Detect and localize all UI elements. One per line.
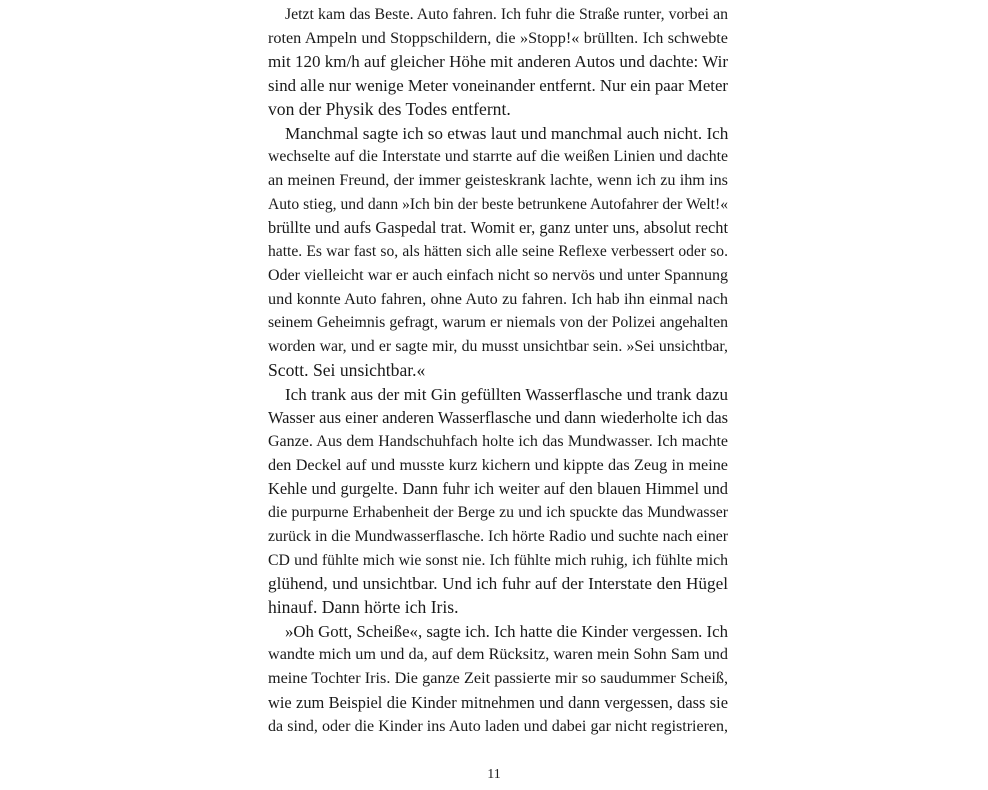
paragraph-3 bbox=[268, 383, 728, 620]
text-line: seinem Geheimnis gefragt, warum er niemals von der Polizei angehalten bbox=[268, 314, 728, 332]
paragraph-1 bbox=[268, 3, 728, 122]
text-line: Ganze. Aus dem Handschuhfach holte ich das Mundwasser. Ich machte bbox=[268, 432, 728, 450]
text-line: wie zum Beispiel die Kinder mitnehmen und dann vergessen, dass sie bbox=[268, 692, 728, 712]
text-line: Auto stieg, und dann »Ich bin der beste betrunkene Autofahrer der Welt!« bbox=[268, 195, 728, 213]
paragraph-2 bbox=[268, 122, 728, 383]
text-line: Manchmal sagte ich so etwas laut und manchmal auch nicht. Ich bbox=[285, 123, 729, 143]
text-line: von der Physik des Todes entfernt. bbox=[268, 98, 511, 119]
text-line: Jetzt kam das Beste. Auto fahren. Ich fuhr die Straße runter, vorbei an bbox=[285, 6, 728, 23]
text-line: »Oh Gott, Scheiße«, sagte ich. Ich hatte die Kinder vergessen. Ich bbox=[285, 621, 728, 641]
paragraph-4 bbox=[268, 620, 728, 739]
page-number: 11 bbox=[487, 767, 501, 782]
text-line: die purpurne Erhabenheit der Berge zu und ich spuckte das Mundwasser bbox=[268, 504, 728, 522]
text-line: sind alle nur wenige Meter voneinander entfernt. Nur ein paar Meter bbox=[268, 76, 728, 96]
text-line: da sind, oder die Kinder ins Auto laden und dabei gar nicht registrieren, bbox=[268, 717, 728, 735]
text-line: und konnte Auto fahren, ohne Auto zu fahren. Ich hab ihn einmal nach bbox=[268, 289, 728, 308]
body-text bbox=[268, 3, 728, 738]
text-line: CD und fühlte mich wie sonst nie. Ich fühlte mich ruhig, ich fühlte mich bbox=[268, 551, 728, 569]
text-line: hatte. Es war fast so, als hätten sich alle seine Reflexe verbessert oder so. bbox=[268, 243, 728, 261]
text-line: mit 120 km/h auf gleicher Höhe mit anderen Autos und dachte: Wir bbox=[268, 52, 728, 72]
text-line: zurück in die Mundwasserflasche. Ich hörte Radio und suchte nach einer bbox=[268, 527, 728, 545]
text-line: Kehle und gurgelte. Dann fuhr ich weiter auf den blauen Himmel und bbox=[268, 479, 728, 499]
text-line: glühend, und unsichtbar. Und ich fuhr auf der Interstate den Hügel bbox=[268, 574, 728, 594]
text-line: wandte mich um und da, auf dem Rücksitz, waren mein Sohn Sam und bbox=[268, 645, 728, 664]
text-line: an meinen Freund, der immer geisteskrank lachte, wenn ich zu ihm ins bbox=[268, 171, 728, 190]
text-line: Ich trank aus der mit Gin gefüllten Wasserflasche und trank dazu bbox=[285, 384, 728, 404]
text-line: roten Ampeln und Stoppschildern, die »Stopp!« brüllten. Ich schwebte bbox=[268, 28, 728, 47]
text-line: Wasser aus einer anderen Wasserflasche und dann wiederholte ich das bbox=[268, 408, 728, 428]
text-line: wechselte auf die Interstate und starrte auf die weißen Linien und dachte bbox=[268, 148, 728, 166]
text-line: Oder vielleicht war er auch einfach nicht so nervös und unter Spannung bbox=[268, 266, 728, 284]
text-line: meine Tochter Iris. Die ganze Zeit passierte mir so saudummer Scheiß, bbox=[268, 669, 728, 688]
text-line: hinauf. Dann hörte ich Iris. bbox=[268, 596, 459, 617]
text-line: Scott. Sei unsichtbar.« bbox=[268, 359, 426, 380]
text-line: worden war, und er sagte mir, du musst unsichtbar sein. »Sei unsichtbar, bbox=[268, 338, 728, 356]
text-line: den Deckel auf und musste kurz kichern und kippte das Zeug in meine bbox=[268, 455, 728, 474]
text-line: brüllte und aufs Gaspedal trat. Womit er, ganz unter uns, absolut recht bbox=[268, 218, 728, 238]
